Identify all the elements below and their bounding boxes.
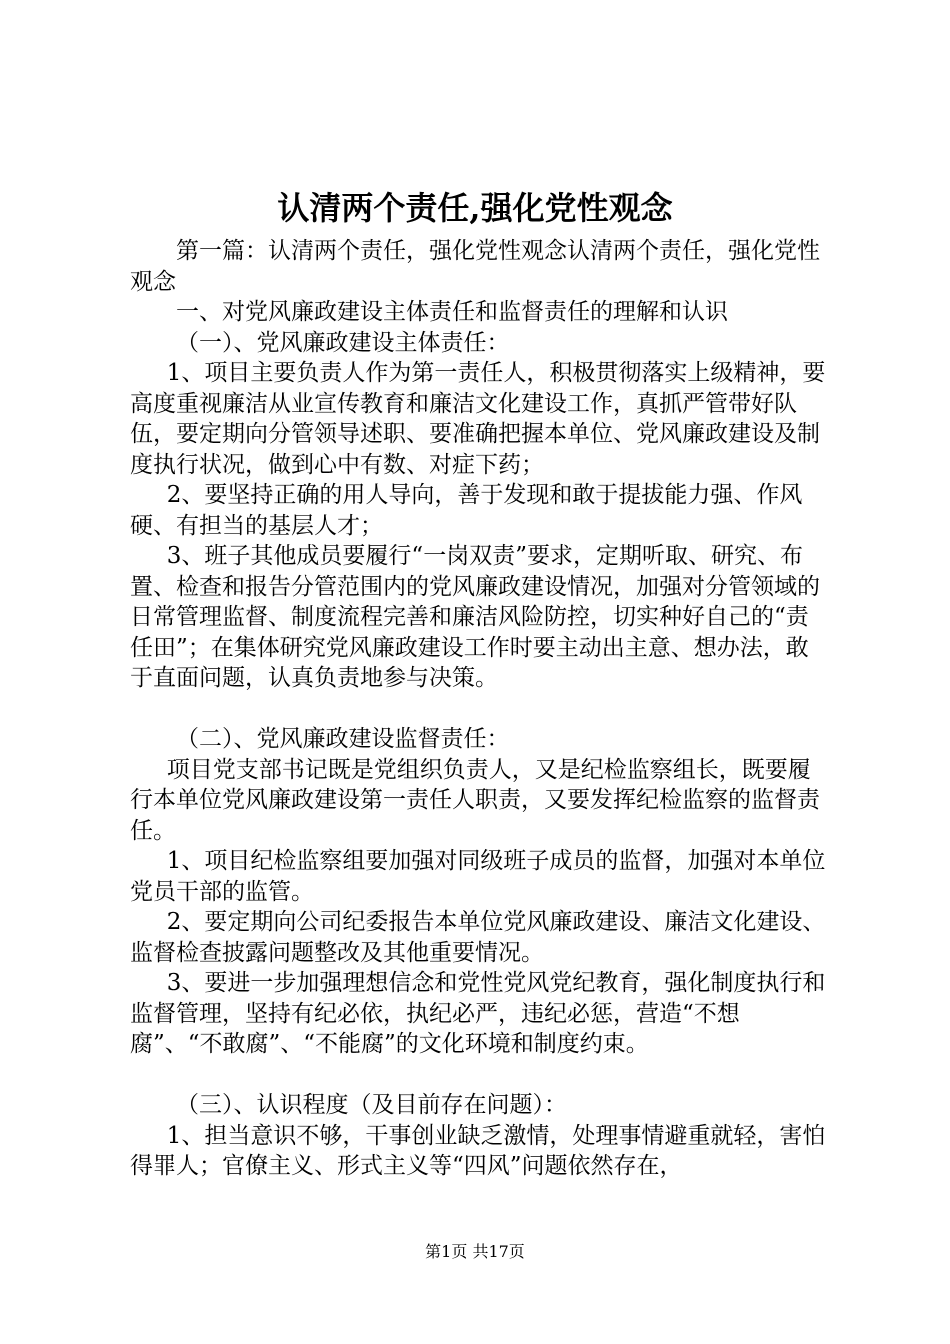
subsection-heading: （二）、党风廉政建设监督责任： (176, 726, 510, 752)
section-heading: 一、对党风廉政建设主体责任和监督责任的理解和认识 (176, 299, 728, 325)
subsection-heading: （三）、认识程度（及目前存在问题）： (176, 1092, 567, 1118)
list-item: 3、要进一步加强理想信念和党性党风党纪教育，强化制度执行和监督管理，坚持有纪必依，执纪必严，违纪必惩，营造“不想腐”、“不敢腐”、“不能腐”的文化环境和制度约束。 (130, 970, 826, 1057)
list-item: 2、要定期向公司纪委报告本单位党风廉政建设、廉洁文化建设、监督检查披露问题整改及其他重要情况。 (130, 909, 826, 966)
subsection-heading: （一）、党风廉政建设主体责任： (176, 329, 510, 356)
blank-line (130, 694, 830, 725)
list-item: 1、项目主要负责人作为第一责任人，积极贯彻落实上级精神，要高度重视廉洁从业宣传教育和廉洁文化建设工作，真抓严管带好队伍，要定期向分管领导述职、要准确把握本单位、党风廉政建设及制度执行状况，做到心中有数、对症下药； (130, 360, 826, 478)
list-item: 3、班子其他成员要履行“一岗双责”要求，定期听取、研究、布置、检查和报告分管范围内的党风廉政建设情况，加强对分管领域的日常管理监督、制度流程完善和廉洁风险防控，切实种好自己的“责任田”；在集体研究党风廉政建设工作时要主动出主意、想办法，敢于直面问题，认真负责地参与决策。 (130, 543, 820, 691)
paragraph: 第一篇：认清两个责任，强化党性观念认清两个责任，强化党性观念 (130, 238, 820, 295)
list-item: 1、担当意识不够，干事创业缺乏激情，处理事情避重就轻，害怕得罪人；官僚主义、形式主义等“四风”问题依然存在， (130, 1122, 826, 1179)
paragraph: 项目党支部书记既是党组织负责人，又是纪检监察组长，既要履行本单位党风廉政建设第一责任人职责，又要发挥纪检监察的监督责任。 (130, 756, 820, 844)
document-body (130, 236, 830, 1182)
list-item: 2、要坚持正确的用人导向，善于发现和敢于提拔能力强、作风硬、有担当的基层人才； (130, 482, 803, 539)
blank-line (130, 1060, 830, 1091)
document-title: 认清两个责任,强化党性观念 (277, 189, 673, 227)
list-item: 1、项目纪检监察组要加强对同级班子成员的监督，加强对本单位党员干部的监管。 (130, 848, 826, 905)
page-footer: 第1页 共17页 (425, 1242, 525, 1261)
